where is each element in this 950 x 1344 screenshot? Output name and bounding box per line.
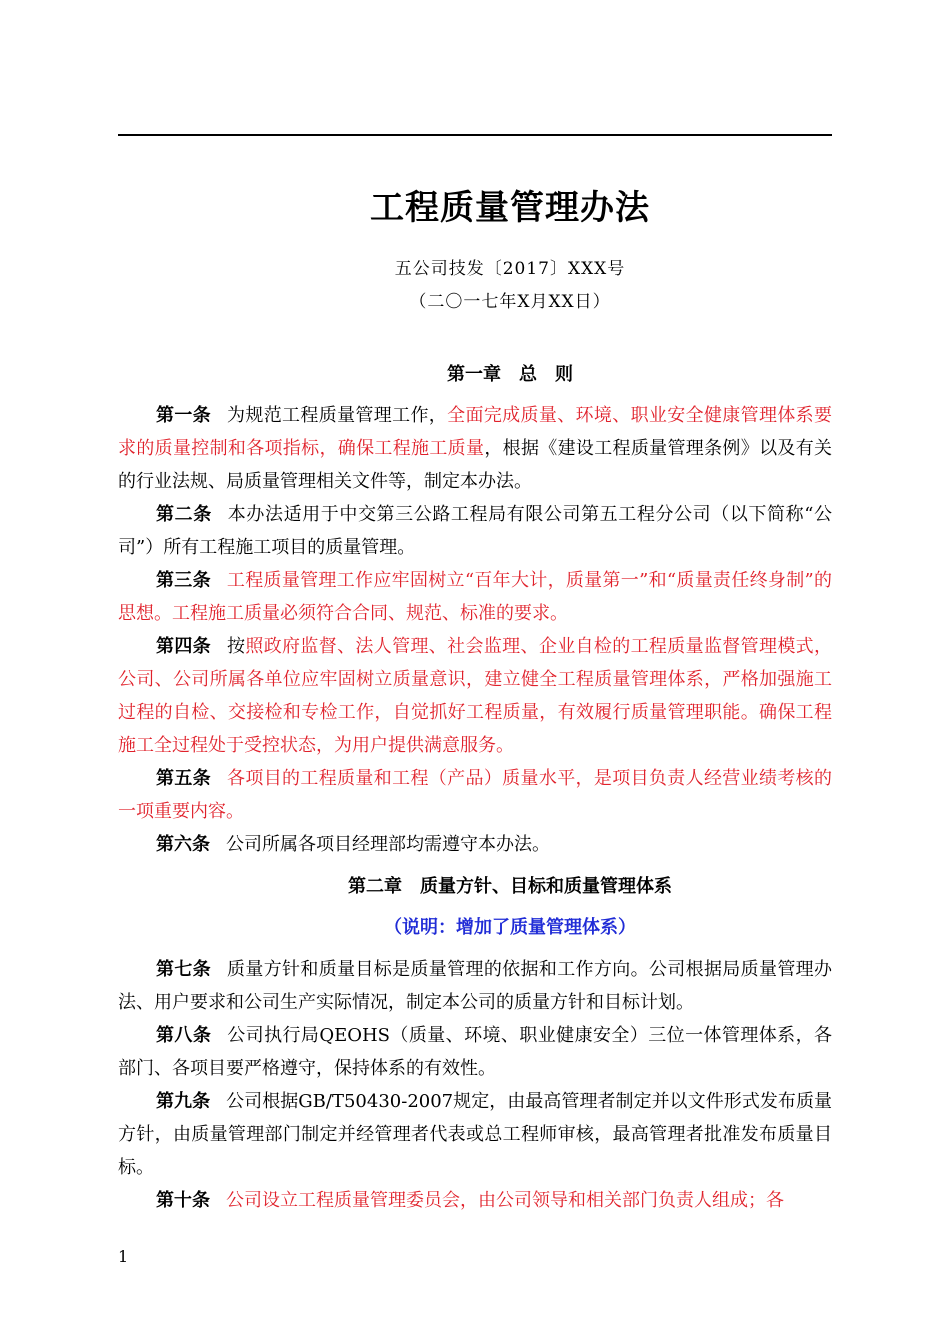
- article-text: 公司根据GB/T50430-2007规定，由最高管理者制定并以文件形式发布质量方针，由质量管理部门制定并经管理者代表或总工程师审核，最高管理者批准发布质量目标。: [118, 1091, 833, 1178]
- article-label: 第五条: [156, 768, 212, 789]
- article-text: 为规范工程质量管理工作，: [227, 405, 448, 426]
- article: [118, 630, 832, 762]
- article-text-highlighted: 全面完成质量、环境、职业安全健康管理体系要求的质量控制和各项指标，确保工程施工质量: [118, 405, 833, 459]
- article-text: 本办法适用于中交第三公路工程局有限公司第五工程分公司（以下简称“公司”）所有工程施工项目的质量管理。: [118, 504, 833, 558]
- article-text: 按: [227, 636, 246, 657]
- article: [118, 498, 832, 564]
- article: [118, 1184, 832, 1217]
- article-label: 第七条: [156, 959, 212, 980]
- article-label: 第十条: [156, 1190, 210, 1211]
- chapter-2-heading: 第二章 质量方针、目标和质量管理体系: [348, 876, 672, 897]
- chapter-2-body: [118, 953, 832, 1217]
- article-label: 第六条: [156, 834, 210, 855]
- article: [118, 1019, 832, 1085]
- article: [118, 399, 832, 498]
- article: [118, 953, 832, 1019]
- article-text: 公司所属各项目经理部均需遵守本办法。: [226, 834, 550, 855]
- chapter-1-heading: 第一章 总 则: [447, 364, 573, 385]
- article: [118, 564, 832, 630]
- chapter-1-body: [118, 399, 832, 861]
- article-label: 第八条: [156, 1025, 212, 1046]
- article-label: 第一条: [156, 405, 212, 426]
- article-text: 质量方针和质量目标是质量管理的依据和工作方向。公司根据局质量管理办法、用户要求和公司生产实际情况，制定本公司的质量方针和目标计划。: [118, 959, 832, 1013]
- article-label: 第二条: [156, 504, 212, 525]
- page-number: 1: [118, 1247, 129, 1266]
- article: [118, 1085, 832, 1184]
- article: [118, 828, 832, 861]
- document-date: （二〇一七年X月XX日）: [409, 292, 611, 312]
- document-number: 五公司技发〔2017〕XXX号: [394, 259, 626, 279]
- article: [118, 762, 832, 828]
- document-title: 工程质量管理办法: [370, 188, 650, 228]
- article-text-highlighted: 工程质量管理工作应牢固树立“百年大计，质量第一”和“质量责任终身制”的思想。工程施工质量必须符合合同、规范、标准的要求。: [118, 570, 833, 624]
- article-text-highlighted: 照政府监督、法人管理、社会监理、企业自检的工程质量监督管理模式，公司、公司所属各单位应牢固树立质量意识，建立健全工程质量管理体系，严格加强施工过程的自检、交接检和专检工作，自觉抓好工程质量，有效履行质量管理职能。确保工程施工全过程处于受控状态，为用户提供满意服务。: [118, 636, 833, 756]
- article-text: ，根据《建设工程质量管理条例》以及有关的行业法规、局质量管理相关文件等，制定本办法。: [118, 438, 833, 492]
- header-rule: [118, 134, 832, 136]
- article-label: 第三条: [156, 570, 211, 591]
- article-label: 第四条: [156, 636, 212, 657]
- article-text-highlighted: 公司设立工程质量管理委员会，由公司领导和相关部门负责人组成；各: [226, 1190, 784, 1211]
- article-text: 公司执行局QEOHS（质量、环境、职业健康安全）三位一体管理体系，各部门、各项目要严格遵守，保持体系的有效性。: [118, 1025, 832, 1079]
- article-text-highlighted: 各项目的工程质量和工程（产品）质量水平，是项目负责人经营业绩考核的一项重要内容。: [118, 768, 832, 822]
- article-label: 第九条: [156, 1091, 211, 1112]
- revision-note: （说明：增加了质量管理体系）: [384, 917, 636, 938]
